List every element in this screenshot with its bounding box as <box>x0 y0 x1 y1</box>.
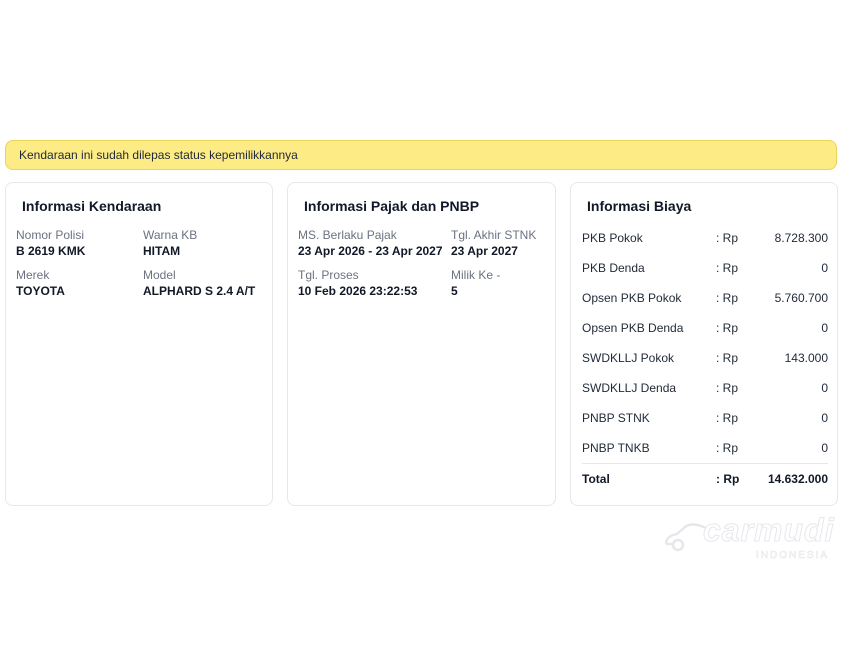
field-label: Model <box>143 268 176 282</box>
cost-amount: 0 <box>821 261 828 275</box>
cost-amount: 0 <box>821 411 828 425</box>
cost-amount: 0 <box>821 381 828 395</box>
total-amount: 14.632.000 <box>767 472 828 486</box>
field-value: B 2619 KMK <box>16 244 86 258</box>
cost-row-opsen-pkb-denda <box>582 321 828 337</box>
field-stnk-end-date <box>451 228 536 258</box>
cost-label: SWDKLLJ Denda <box>582 381 677 395</box>
carmudi-watermark-logo <box>663 512 843 564</box>
cost-label: Opsen PKB Denda <box>582 321 684 335</box>
cost-currency: : Rp <box>716 411 739 425</box>
field-label: Tgl. Akhir STNK <box>451 228 537 242</box>
field-value: ALPHARD S 2.4 A/T <box>143 284 256 298</box>
cost-info-title: Informasi Biaya <box>587 198 692 214</box>
cost-currency: : Rp <box>716 441 739 455</box>
field-label: Warna KB <box>143 228 198 242</box>
field-value: 23 Apr 2026 - 23 Apr 2027 <box>298 244 443 258</box>
cost-currency: : Rp <box>716 321 739 335</box>
car-outline-icon <box>663 518 707 554</box>
field-label: Nomor Polisi <box>16 228 85 242</box>
field-label: Merek <box>16 268 50 282</box>
cost-row-pkb-denda <box>582 261 828 277</box>
cost-label: Opsen PKB Pokok <box>582 291 682 305</box>
total-divider <box>582 463 828 464</box>
cost-amount: 5.760.700 <box>774 291 828 305</box>
alert-message: Kendaraan ini sudah dilepas status kepemilikkannya <box>19 148 298 162</box>
vehicle-info-title: Informasi Kendaraan <box>22 198 162 214</box>
field-owner-number <box>451 268 500 298</box>
field-label: Tgl. Proses <box>298 268 359 282</box>
field-value: 23 Apr 2027 <box>451 244 518 258</box>
field-value: TOYOTA <box>16 284 65 298</box>
cost-row-pkb-pokok <box>582 231 828 247</box>
cost-currency: : Rp <box>716 381 739 395</box>
field-model <box>143 268 255 298</box>
cost-currency: : Rp <box>716 291 739 305</box>
tax-info-card <box>287 182 556 506</box>
field-process-date <box>298 268 417 298</box>
total-currency: : Rp <box>716 472 740 486</box>
cost-row-pnbp-tnkb <box>582 441 828 457</box>
cost-row-swdkllj-pokok <box>582 351 828 367</box>
cost-label: PNBP STNK <box>582 411 650 425</box>
field-plate-color <box>143 228 197 258</box>
cost-row-total <box>582 472 828 488</box>
cost-label: SWDKLLJ Pokok <box>582 351 675 365</box>
cost-row-swdkllj-denda <box>582 381 828 397</box>
field-brand <box>16 268 65 298</box>
cost-currency: : Rp <box>716 231 739 245</box>
ownership-release-alert <box>5 140 837 170</box>
cost-label: PKB Pokok <box>582 231 643 245</box>
cost-currency: : Rp <box>716 351 739 365</box>
total-label: Total <box>582 472 610 486</box>
field-label: MS. Berlaku Pajak <box>298 228 397 242</box>
field-value: 10 Feb 2026 23:22:53 <box>298 284 418 298</box>
cost-row-opsen-pkb-pokok <box>582 291 828 307</box>
watermark-sub: INDONESIA <box>756 550 830 561</box>
cost-info-card <box>570 182 838 506</box>
cost-amount: 0 <box>821 321 828 335</box>
cost-currency: : Rp <box>716 261 739 275</box>
cost-amount: 0 <box>821 441 828 455</box>
field-value: 5 <box>451 284 458 298</box>
cost-label: PNBP TNKB <box>582 441 650 455</box>
cost-amount: 8.728.300 <box>774 231 828 245</box>
field-label: Milik Ke - <box>451 268 501 282</box>
tax-info-title: Informasi Pajak dan PNBP <box>304 198 480 214</box>
cost-amount: 143.000 <box>784 351 828 365</box>
vehicle-info-card <box>5 182 273 506</box>
cost-label: PKB Denda <box>582 261 645 275</box>
field-tax-validity <box>298 228 443 258</box>
field-license-plate <box>16 228 85 258</box>
watermark-brand: carmudi <box>703 512 835 548</box>
field-value: HITAM <box>143 244 181 258</box>
cost-row-pnbp-stnk <box>582 411 828 427</box>
